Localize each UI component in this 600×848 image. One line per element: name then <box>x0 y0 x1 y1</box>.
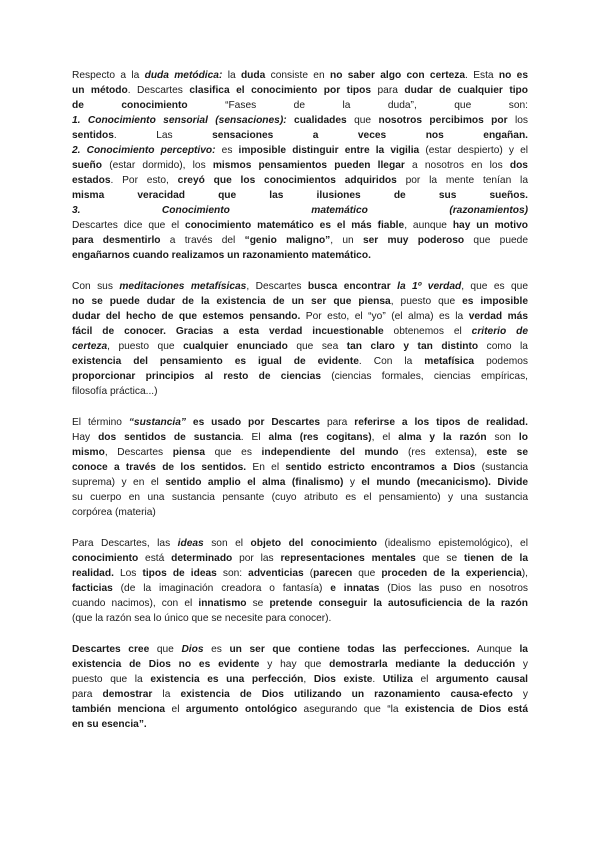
text-run: . Con la <box>358 356 425 367</box>
text-run: (res extensa), <box>398 447 487 458</box>
text-line <box>72 581 528 596</box>
text-line <box>72 68 528 83</box>
text-line <box>72 384 528 399</box>
bold-run: conocimiento matemático es el más fiable <box>185 220 405 231</box>
bold-run: dudar del hecho de que estemos pensando. <box>72 311 301 322</box>
bold-italic-run: meditaciones metafísicas <box>119 281 247 292</box>
text-run: , que es que <box>461 281 528 292</box>
text-run: a nosotros en los <box>404 160 510 171</box>
bold-run: sentido estricto encontramos a Dios <box>285 462 476 473</box>
bold-italic-run: duda metódica: <box>144 70 223 81</box>
text-line <box>72 536 528 551</box>
text-run: , Descartes <box>104 447 173 458</box>
bold-run: de conocimiento <box>72 100 188 111</box>
text-run: Para Descartes, las <box>72 538 178 549</box>
bold-run: argumento ontológico <box>185 704 298 715</box>
bold-run: sueño <box>72 160 103 171</box>
text-run: , Descartes <box>246 281 308 292</box>
text-run: ), <box>521 568 528 579</box>
text-run: y <box>512 689 528 700</box>
bold-run: cualidades <box>294 115 347 126</box>
bold-run: misma veracidad que las ilusiones de sus sueños. <box>72 190 528 201</box>
text-run: a través del <box>160 235 245 246</box>
bold-italic-run: criterio de <box>471 326 528 337</box>
text-run: Con sus <box>72 281 120 292</box>
bold-run: este se <box>486 447 528 458</box>
bold-run: demostrar <box>102 689 153 700</box>
bold-run: tienen de la <box>464 553 529 564</box>
paragraph-sustancia <box>72 415 528 520</box>
bold-italic-run: “sustancia” <box>128 417 186 428</box>
document-page <box>72 68 528 748</box>
text-run: . Descartes <box>127 85 190 96</box>
bold-run: independiente del mundo <box>261 447 399 458</box>
bold-run: representaciones mentales <box>280 553 416 564</box>
text-line <box>72 642 528 657</box>
text-run: podemos <box>474 356 528 367</box>
text-run: Por esto, el “yo” (el alma) es la <box>300 311 469 322</box>
bold-run: existencia de Dios utilizando un razonamiento causa-efecto <box>180 689 513 700</box>
text-run: que <box>346 115 379 126</box>
text-line <box>72 83 528 98</box>
text-run: , <box>303 674 314 685</box>
bold-run: engañarnos cuando realizamos un razonamiento matemático. <box>72 250 371 261</box>
text-line <box>72 566 528 581</box>
text-run: filosofía práctica...) <box>72 386 158 397</box>
emphasis-run <box>72 341 107 352</box>
text-line <box>72 339 528 354</box>
text-run: . <box>110 175 123 186</box>
bold-run: alma y la razón <box>398 432 487 443</box>
text-line <box>72 98 528 113</box>
text-line <box>72 657 528 672</box>
emphasis-run <box>472 326 528 337</box>
text-line <box>72 505 528 520</box>
bold-run: argumento causal <box>436 674 528 685</box>
bold-run: facticias <box>72 583 113 594</box>
bold-run: busca encontrar <box>307 281 391 292</box>
text-run: (idealismo epistemológico), el <box>377 538 528 549</box>
bold-run: existencia de Dios no es evidente <box>72 659 260 670</box>
text-run: . <box>372 674 383 685</box>
text-line <box>72 702 528 717</box>
bold-run: alma <box>268 432 292 443</box>
bold-run: es imposible <box>462 296 528 307</box>
text-run: su cuerpo en una sustancia pensante (cuyo atributo es el pensamiento) y una sustancia <box>72 492 528 503</box>
text-run: son <box>486 432 519 443</box>
bold-run: parecen <box>313 568 353 579</box>
text-line <box>72 113 528 128</box>
bold-run: cualquier enunciado <box>183 341 288 352</box>
emphasis-run <box>72 205 528 216</box>
bold-run: Descartes cree <box>72 644 150 655</box>
text-run: y hay que <box>259 659 330 670</box>
text-line <box>72 324 528 339</box>
bold-italic-run: certeza <box>72 341 108 352</box>
emphasis-run <box>129 417 186 428</box>
bold-run: para desmentirlo <box>72 235 161 246</box>
bold-run: un método <box>72 85 128 96</box>
text-run: es <box>203 644 230 655</box>
bold-run: clasifica el conocimiento por tipos <box>189 85 372 96</box>
text-run: Los <box>113 568 143 579</box>
text-line <box>72 128 528 143</box>
text-run: el <box>412 674 437 685</box>
emphasis-run <box>178 538 204 549</box>
bold-run: realidad. <box>72 568 114 579</box>
text-line <box>72 294 528 309</box>
bold-run: demostrarla mediante la deducción <box>329 659 516 670</box>
bold-run: dos sentidos de sustancia <box>98 432 241 443</box>
bold-run: innatismo <box>198 598 247 609</box>
bold-run: proporcionar principios al resto de ciencias <box>72 371 321 382</box>
bold-run: pretende conseguir la autosuficiencia de la razón <box>269 598 528 609</box>
text-run: que puede <box>464 235 528 246</box>
bold-run: tan claro y tan distinto <box>346 341 479 352</box>
text-run: que es <box>205 447 262 458</box>
text-run: corpórea (materia) <box>72 507 156 518</box>
emphasis-run <box>72 115 287 126</box>
bold-run: dudar de cualquier tipo <box>404 85 528 96</box>
text-run: ( <box>303 568 314 579</box>
text-run: . El <box>240 432 269 443</box>
bold-run: sentidos <box>72 130 114 141</box>
bold-run: duda <box>240 70 266 81</box>
bold-run: adventicias <box>248 568 304 579</box>
text-run: para <box>371 85 405 96</box>
text-line <box>72 309 528 324</box>
text-run: que <box>149 644 182 655</box>
bold-run: el mundo (mecanicismo). <box>361 477 491 488</box>
text-run: (ciencias formales, ciencias empíricas, <box>320 371 528 382</box>
bold-italic-run: 3. Conocimiento matemático (razonamientos) <box>72 205 528 216</box>
bold-run: ser muy poderoso <box>362 235 465 246</box>
bold-run: conocimiento <box>72 553 139 564</box>
text-line <box>72 717 528 732</box>
text-line <box>72 415 528 430</box>
text-run: (estar dormido), los <box>102 160 213 171</box>
text-line <box>72 490 528 505</box>
text-line <box>72 369 528 384</box>
bold-run: en su esencia”. <box>72 719 147 730</box>
text-line <box>72 203 528 218</box>
emphasis-run <box>397 281 461 292</box>
text-run: (estar despierto) y el <box>419 145 529 156</box>
paragraph-meditaciones-metafisicas <box>72 279 528 399</box>
text-line <box>72 354 528 369</box>
text-run: Aunque <box>469 644 520 655</box>
text-line <box>72 611 528 626</box>
text-run: se <box>246 598 270 609</box>
text-run: consiste en <box>265 70 330 81</box>
bold-run: lo <box>518 432 528 443</box>
text-run: Por esto, <box>122 175 178 186</box>
text-run: . Las <box>113 130 213 141</box>
bold-run: existencia de Dios está <box>405 704 528 715</box>
bold-run: sensaciones a veces nos engañan. <box>212 130 529 141</box>
text-run: . Esta <box>465 70 499 81</box>
emphasis-run <box>119 281 246 292</box>
bold-run: no saber algo con certeza <box>329 70 466 81</box>
bold-run: proceden de la experiencia <box>381 568 522 579</box>
text-run: es <box>215 145 239 156</box>
text-run: cuando nacimos), con el <box>72 598 199 609</box>
bold-run: tipos de ideas <box>142 568 217 579</box>
bold-run: piensa <box>172 447 205 458</box>
bold-run: dos <box>509 160 528 171</box>
bold-run: metafísica <box>424 356 475 367</box>
bold-run: la <box>519 644 528 655</box>
text-run: , un <box>330 235 363 246</box>
text-run: asegurando que “la <box>297 704 406 715</box>
text-line <box>72 445 528 460</box>
bold-run: existencia es una perfección <box>150 674 304 685</box>
bold-run: mismo <box>72 447 105 458</box>
bold-run: hay un motivo <box>452 220 528 231</box>
paragraph-ideas <box>72 536 528 626</box>
bold-run: no se puede dudar de la existencia de un ser que piensa <box>72 296 391 307</box>
text-run: En el <box>246 462 286 473</box>
text-run: (Dios las puso en nosotros <box>379 583 528 594</box>
bold-run: sentido amplio el alma (finalismo) <box>165 477 344 488</box>
text-run: Hay <box>72 432 99 443</box>
text-run: , puesto que <box>390 296 463 307</box>
text-run: la <box>152 689 181 700</box>
emphasis-run <box>72 145 216 156</box>
text-line <box>72 173 528 188</box>
text-run: , puesto que <box>107 341 184 352</box>
text-line <box>72 475 528 490</box>
text-run: que se <box>415 553 465 564</box>
text-run: El término <box>72 417 129 428</box>
text-run: , aunque <box>404 220 453 231</box>
bold-run: referirse a los tipos de realidad. <box>354 417 528 428</box>
text-run: obtenemos el <box>383 326 472 337</box>
text-run: por la mente tenían la <box>396 175 528 186</box>
text-run: como la <box>478 341 528 352</box>
text-line <box>72 551 528 566</box>
bold-italic-run: la 1º verdad <box>397 281 462 292</box>
text-run: y <box>343 477 362 488</box>
bold-italic-run: 1. Conocimiento sensorial (sensaciones): <box>72 115 287 126</box>
bold-run: mismos pensamientos pueden llegar <box>212 160 405 171</box>
text-run: está <box>138 553 172 564</box>
bold-italic-run: Dios <box>181 644 204 655</box>
bold-run: determinado <box>171 553 233 564</box>
bold-run: verdad más <box>468 311 529 322</box>
text-run: para <box>72 689 103 700</box>
text-run: el <box>165 704 186 715</box>
text-run: para <box>320 417 355 428</box>
paragraph-duda-metodica <box>72 68 528 263</box>
bold-run: Divide <box>497 477 528 488</box>
text-run: puesto que la <box>72 674 151 685</box>
text-line <box>72 233 528 248</box>
text-line <box>72 430 528 445</box>
text-run: “Fases de la duda”, que son: <box>187 100 528 111</box>
bold-italic-run: ideas <box>177 538 204 549</box>
text-run <box>292 432 300 443</box>
emphasis-run <box>145 70 223 81</box>
text-run <box>287 115 294 126</box>
bold-run: Utiliza <box>382 674 413 685</box>
text-run: los <box>507 115 528 126</box>
bold-run: nosotros percibimos por <box>378 115 508 126</box>
bold-run: “genio maligno” <box>244 235 331 246</box>
bold-run: objeto del conocimiento <box>250 538 377 549</box>
bold-run: no es <box>498 70 529 81</box>
text-run: que <box>352 568 382 579</box>
bold-run: (res cogitans) <box>299 432 372 443</box>
bold-run: conoce a través de los sentidos. <box>72 462 247 473</box>
text-run <box>186 417 193 428</box>
text-line <box>72 188 528 203</box>
bold-run: e innatas <box>330 583 380 594</box>
text-run: , el <box>371 432 399 443</box>
bold-run: Dios existe <box>313 674 373 685</box>
text-run: y <box>515 659 528 670</box>
bold-run: fácil de conocer. Gracias a esta verdad incuestionable <box>72 326 384 337</box>
bold-run: un ser que contiene todas las perfecciones. <box>229 644 470 655</box>
text-run: la <box>222 70 241 81</box>
text-run: (de la imaginación creadora o fantasía) <box>112 583 331 594</box>
paragraph-dios <box>72 642 528 732</box>
text-run: por las <box>232 553 281 564</box>
text-line <box>72 672 528 687</box>
text-run: son el <box>203 538 251 549</box>
text-run: que sea <box>287 341 347 352</box>
bold-run: es usado por Descartes <box>192 417 321 428</box>
bold-run: creyó que los conocimientos adquiridos <box>177 175 397 186</box>
text-line <box>72 279 528 294</box>
text-run: Respecto a la <box>72 70 145 81</box>
bold-italic-run: 2. Conocimiento perceptivo: <box>72 145 216 156</box>
text-run: son: <box>216 568 249 579</box>
text-line <box>72 248 528 263</box>
text-line <box>72 687 528 702</box>
bold-run: también menciona <box>72 704 166 715</box>
text-run: Descartes dice que el <box>72 220 186 231</box>
emphasis-run <box>181 644 203 655</box>
text-line <box>72 158 528 173</box>
bold-run: imposible distinguir entre la vigilia <box>238 145 420 156</box>
text-line <box>72 143 528 158</box>
text-run: (sustancia <box>475 462 528 473</box>
text-line <box>72 218 528 233</box>
bold-run: existencia del pensamiento es igual de evidente <box>72 356 359 367</box>
text-line <box>72 596 528 611</box>
text-run: (que la razón sea lo único que se necesite para conocer). <box>72 613 332 624</box>
text-run: suprema) y en el <box>72 477 166 488</box>
text-line <box>72 460 528 475</box>
bold-run: estados <box>72 175 111 186</box>
